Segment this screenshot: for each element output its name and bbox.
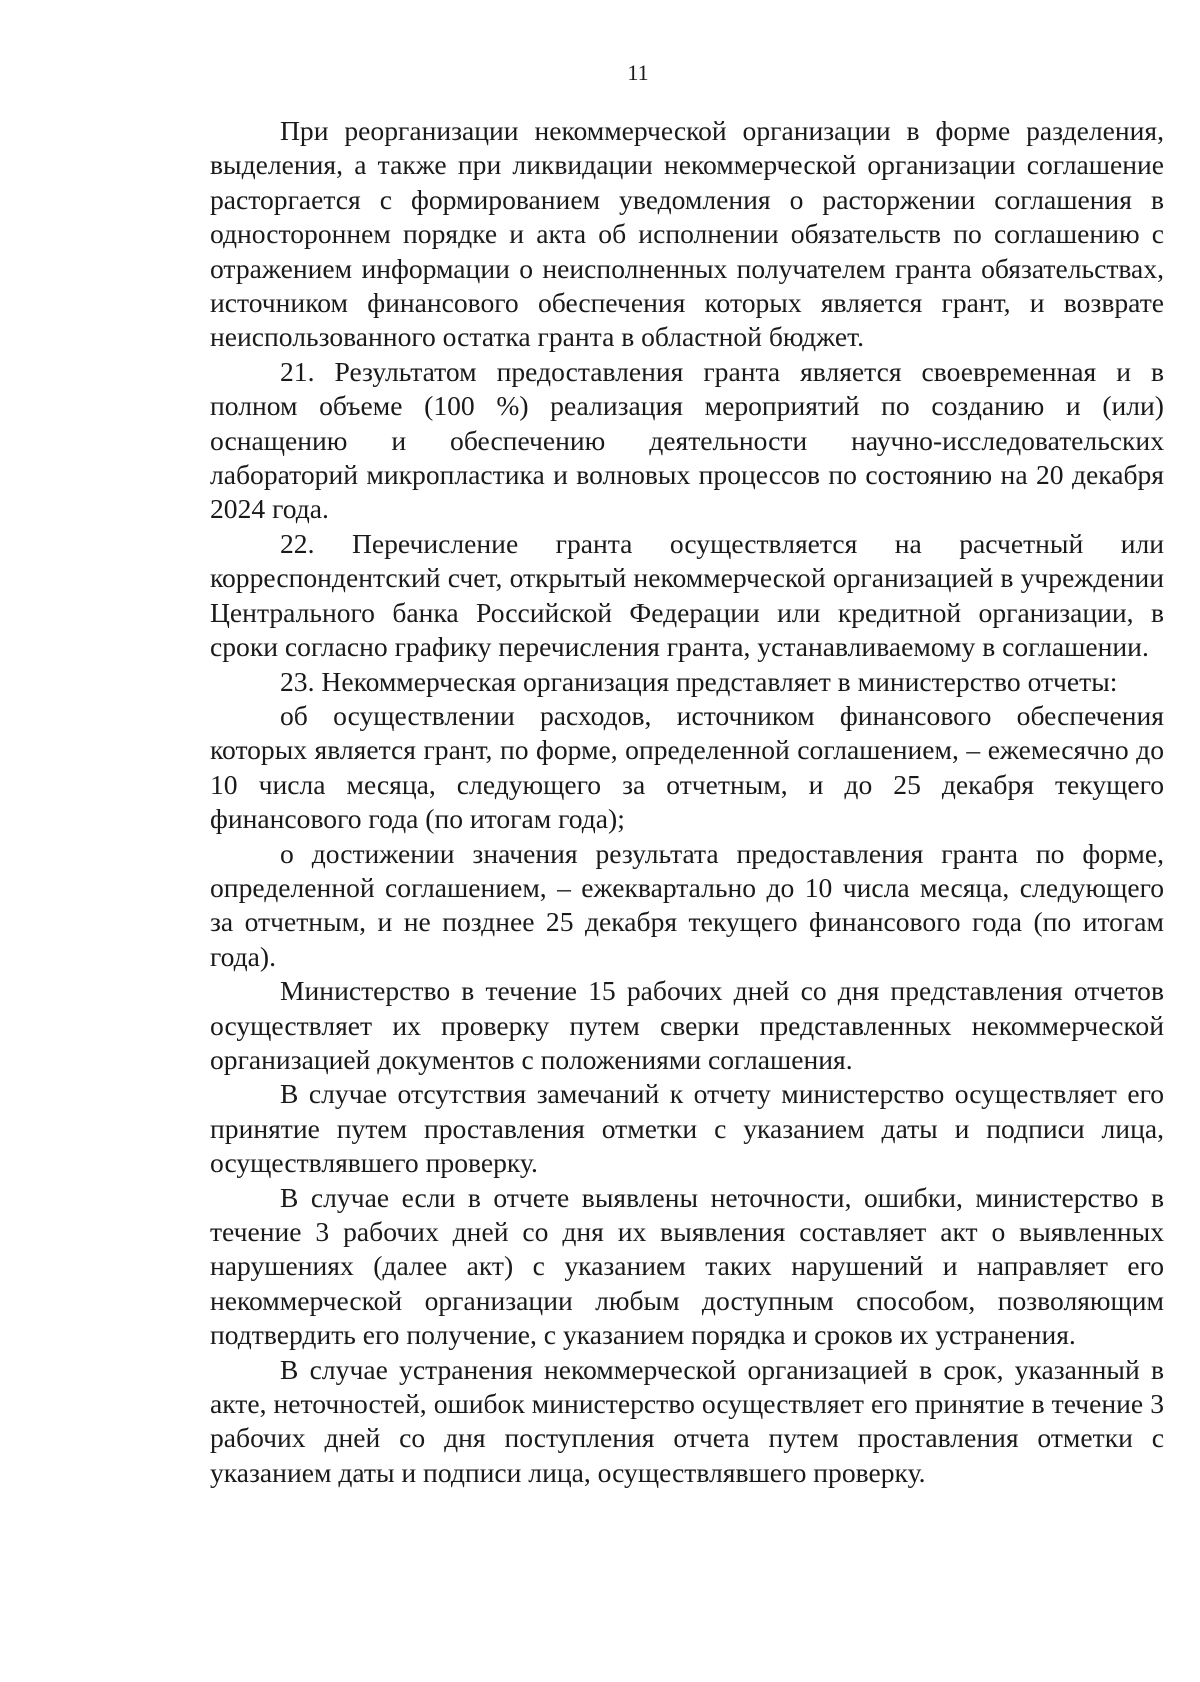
paragraph-no-remarks: В случае отсутствия замечаний к отчету министерство осуществляет его принятие путем проставления отметки с указанием даты и подписи лица, осуществлявшего проверку. (210, 1078, 1164, 1179)
paragraph-errors-found: В случае если в отчете выявлены неточности, ошибки, министерство в течение 3 рабочих дней со дня их выявления составляет акт о выявленных нарушениях (далее акт) с указанием таких нарушений и направляет его некоммерческой организации любым доступным способом, позволяющим подтвердить его получение, с указанием порядка и сроков их устранения. (210, 1181, 1164, 1351)
paragraph-reorganization: При реорганизации некоммерческой организации в форме разделения, выделения, а также при ликвидации некоммерческой организации соглашение расторгается с формированием уведомления о расторжении соглашения в одностороннем порядке и акта об исполнении обязательств по соглашению с отражением информации о неисполненных получателем гранта обязательствах, источником финансового обеспечения которых является грант, и возврате неиспользованного остатка гранта в областной бюджет. (210, 115, 1164, 353)
paragraph-expense-report: об осуществлении расходов, источником финансового обеспечения которых является грант, по форме, определенной соглашением, – ежемесячно до 10 числа месяца, следующего за отчетным, и до 25 декабря текущего финансового года (по итогам года); (210, 699, 1164, 835)
paragraph-errors-fixed: В случае устранения некоммерческой организацией в срок, указанный в акте, неточностей, ошибок министерство осуществляет его принятие в течение 3 рабочих дней со дня поступления отчета путем проставления отметки с указанием даты и подписи лица, осуществлявшего проверку. (210, 1353, 1164, 1488)
paragraph-23-reports-intro: 23. Некоммерческая организация представляет в министерство отчеты: (280, 665, 1118, 697)
paragraph-22-grant-transfer: 22. Перечисление гранта осуществляется на расчетный или корреспондентский счет, открытый некоммерческой организацией в учреждении Центрального банка Российской Федерации или кредитной организации, в сроки согласно графику перечисления гранта, устанавливаемому в соглашении. (210, 527, 1164, 663)
document-body (210, 114, 1164, 1490)
paragraph-result-report: о достижении значения результата предоставления гранта по форме, определенной соглашением, – ежеквартально до 10 числа месяца, следующего за отчетным, и не позднее 25 декабря текущего финансового года (по итогам года). (210, 837, 1164, 972)
page-number: 11 (627, 60, 649, 85)
paragraph-ministry-check: Министерство в течение 15 рабочих дней со дня представления отчетов осуществляет их проверку путем сверки представленных некоммерческой организацией документов с положениями соглашения. (210, 975, 1164, 1075)
paragraph-21-grant-result: 21. Результатом предоставления гранта является своевременная и в полном объеме (100 %) реализация мероприятий по созданию и (или) оснащению и обеспечению деятельности научно-исследовательских лабораторий микропластика и волновых процессов по состоянию на 20 декабря 2024 года. (210, 355, 1164, 525)
